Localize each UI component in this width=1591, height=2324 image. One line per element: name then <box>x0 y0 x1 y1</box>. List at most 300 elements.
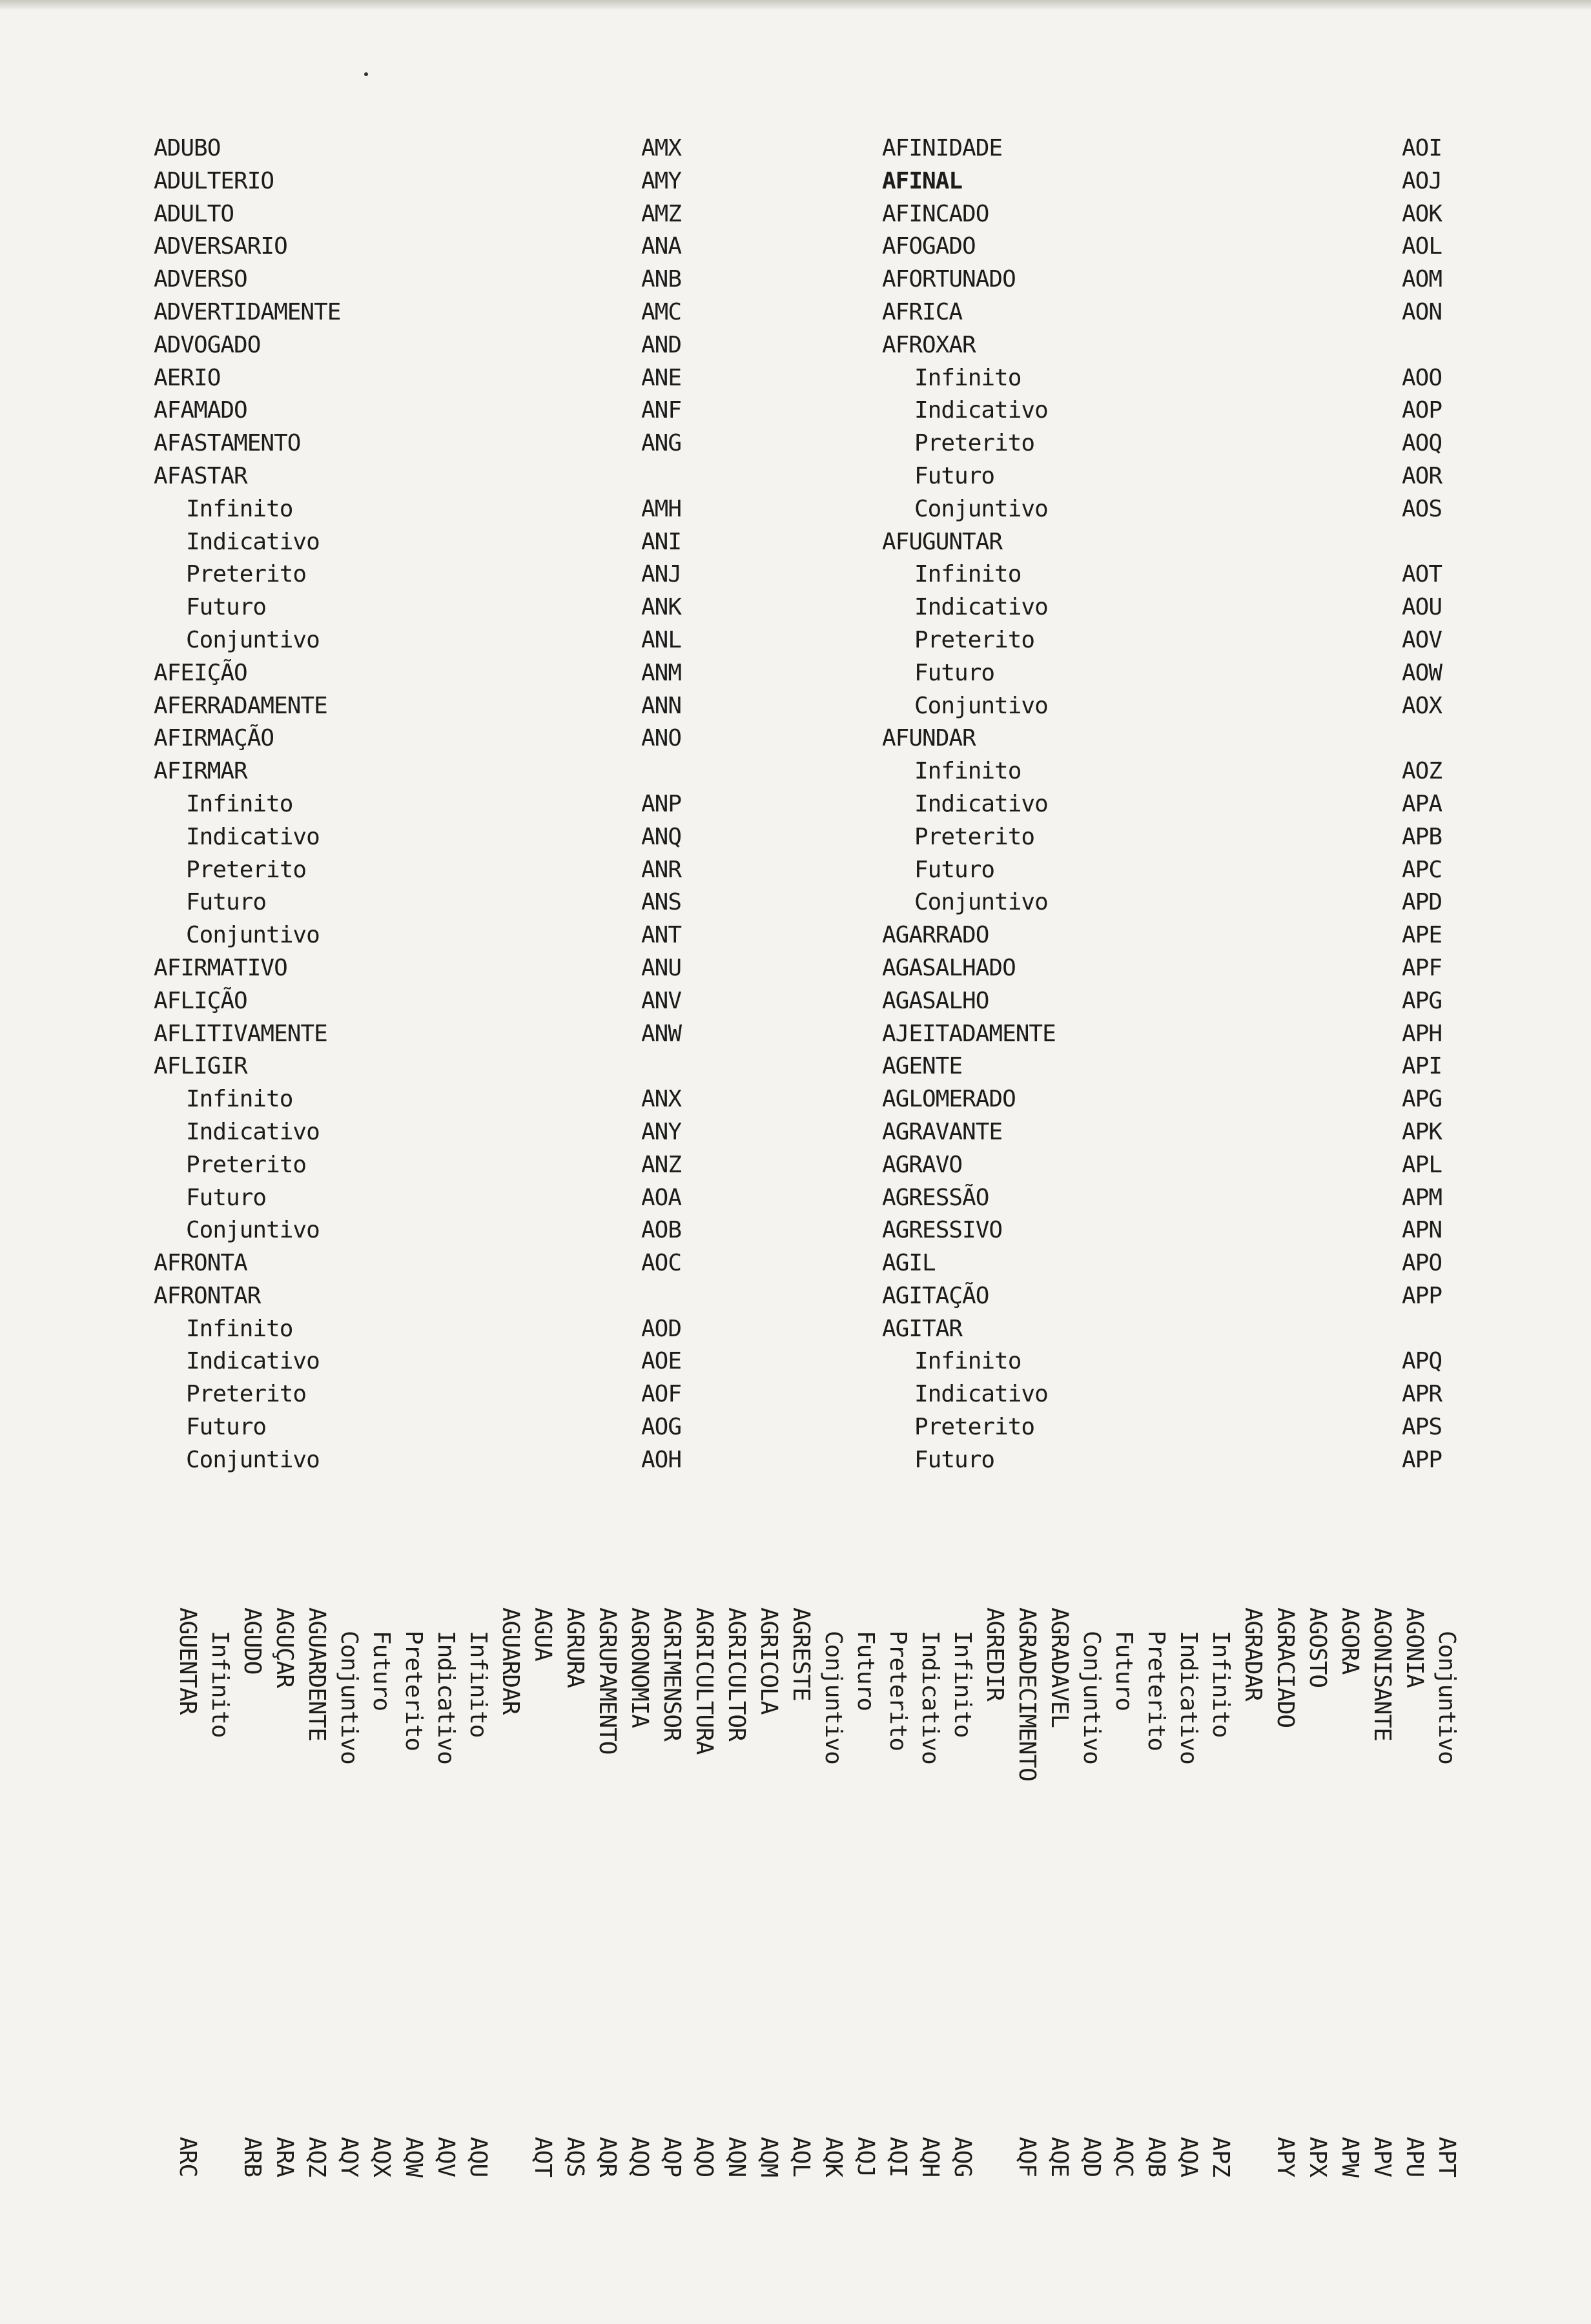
rotated-list-item <box>659 1607 691 2221</box>
list-item <box>154 526 709 559</box>
entry-code: ARC <box>174 2137 201 2177</box>
entry-code: AOQ <box>1402 430 1442 457</box>
entry-term: AERIO <box>154 364 221 391</box>
entry-term: AGENTE <box>882 1053 963 1080</box>
entry-term: Futuro <box>1111 1631 1137 1711</box>
entry-term: Conjuntivo <box>336 1631 362 1764</box>
entry-code: AOG <box>641 1414 682 1441</box>
list-item <box>154 952 709 985</box>
list-item <box>882 1378 1463 1411</box>
entry-term: Infinito <box>186 495 293 522</box>
list-item <box>154 362 709 395</box>
list-item <box>882 427 1463 460</box>
entry-term: Futuro <box>186 1184 267 1211</box>
entry-code: APC <box>1402 856 1442 883</box>
entry-term: AGRADAVEL <box>1046 1607 1073 1728</box>
entry-term: Infinito <box>914 364 1021 391</box>
list-item <box>154 755 709 788</box>
scanned-page-top-edge <box>0 0 1591 10</box>
rotated-list-item <box>626 1607 659 2221</box>
entry-code: ANW <box>641 1020 682 1047</box>
entry-code: APY <box>1272 2137 1298 2177</box>
entry-code: APP <box>1402 1282 1442 1309</box>
entry-term: AGRICULTOR <box>723 1607 750 1741</box>
entry-term: Preterito <box>186 1151 307 1178</box>
entry-code: ARA <box>271 2137 298 2177</box>
entry-term: Futuro <box>914 659 995 686</box>
entry-code: APN <box>1402 1217 1442 1244</box>
entry-term: AGORA <box>1337 1607 1363 1675</box>
list-item <box>154 690 709 723</box>
entry-code: AQB <box>1143 2137 1169 2177</box>
entry-term: Futuro <box>186 889 267 916</box>
entry-code: AQU <box>465 2137 491 2177</box>
entry-term: AGUDO <box>239 1607 265 1675</box>
entry-code: ANQ <box>641 823 682 850</box>
rotated-list-item <box>1337 1607 1369 2221</box>
entry-term: Indicativo <box>914 790 1048 817</box>
entry-term: Futuro <box>186 1414 267 1441</box>
rotated-list-item <box>1272 1607 1304 2221</box>
list-item <box>882 657 1463 690</box>
rotated-list-item <box>368 1607 400 2221</box>
list-item <box>154 1018 709 1051</box>
rotated-list-item <box>303 1607 336 2221</box>
list-item <box>882 1083 1463 1116</box>
entry-term: Infinito <box>186 1086 293 1113</box>
rotated-list-item <box>1207 1607 1240 2221</box>
list-item <box>882 690 1463 723</box>
entry-code: AQG <box>949 2137 976 2177</box>
entry-term: AGRAVO <box>882 1151 963 1178</box>
entry-term: AGRIMENSOR <box>659 1607 685 1741</box>
entry-term: AFIRMAR <box>154 758 247 785</box>
entry-term: Futuro <box>852 1631 879 1711</box>
rotated-list-item <box>981 1607 1014 2221</box>
list-item <box>154 985 709 1018</box>
entry-code: API <box>1402 1053 1442 1080</box>
entry-code: AQX <box>368 2137 395 2177</box>
entry-term: ADVERSO <box>154 266 247 293</box>
entry-code: ANZ <box>641 1151 682 1178</box>
entry-term: Preterito <box>400 1631 427 1751</box>
list-item <box>154 919 709 952</box>
rotated-list-item <box>755 1607 788 2221</box>
list-item <box>154 1083 709 1116</box>
list-item <box>882 788 1463 821</box>
entry-code: APP <box>1402 1446 1442 1473</box>
rotated-list-item <box>594 1607 626 2221</box>
rotated-list-item <box>820 1607 852 2221</box>
entry-code: AMY <box>641 167 682 194</box>
list-item <box>154 427 709 460</box>
entry-code: AQF <box>1014 2137 1040 2177</box>
entry-code: ANO <box>641 725 682 752</box>
entry-term: Preterito <box>914 430 1035 457</box>
entry-term: AFLIÇÃO <box>154 987 247 1014</box>
entry-code: APF <box>1402 954 1442 981</box>
entry-code: ANV <box>641 987 682 1014</box>
entry-code: AOR <box>1402 462 1442 489</box>
list-item <box>882 624 1463 657</box>
entry-code: AQK <box>820 2137 847 2177</box>
entry-term: Preterito <box>914 1414 1035 1441</box>
rotated-list-item <box>1143 1607 1175 2221</box>
entry-code: AOS <box>1402 495 1442 522</box>
entry-code: AOU <box>1402 594 1442 621</box>
entry-term: AGONIA <box>1401 1607 1428 1688</box>
list-item <box>882 591 1463 624</box>
entry-code: AQQ <box>626 2137 653 2177</box>
entry-code: ANU <box>641 954 682 981</box>
list-item <box>882 821 1463 854</box>
entry-code: ANB <box>641 266 682 293</box>
entry-term: ADUBO <box>154 135 221 161</box>
entry-term: AGRADECIMENTO <box>1014 1607 1040 1781</box>
entry-term: AFROXAR <box>882 331 976 358</box>
entry-term: AGUENTAR <box>174 1607 201 1715</box>
rotated-list-item <box>465 1607 497 2221</box>
list-item <box>882 1444 1463 1477</box>
rotated-bottom-section <box>174 1607 1498 2221</box>
entry-term: AFEIÇÃO <box>154 659 247 686</box>
list-item <box>882 198 1463 231</box>
rotated-list-item <box>1304 1607 1337 2221</box>
entry-code: AQJ <box>852 2137 879 2177</box>
list-item <box>882 1182 1463 1215</box>
list-item <box>882 526 1463 559</box>
list-item <box>154 657 709 690</box>
entry-term: AGASALHO <box>882 987 989 1014</box>
list-item <box>154 1247 709 1280</box>
entry-code: APQ <box>1402 1348 1442 1375</box>
entry-code: AMX <box>641 135 682 161</box>
rotated-list-item <box>691 1607 723 2221</box>
list-item <box>882 1149 1463 1182</box>
entry-term: AFASTAMENTO <box>154 430 301 457</box>
entry-term: Indicativo <box>186 823 320 850</box>
entry-term: Indicativo <box>186 1118 320 1145</box>
entry-code: ANA <box>641 233 682 260</box>
entry-term: ADVOGADO <box>154 331 261 358</box>
entry-term: AFORTUNADO <box>882 266 1016 293</box>
rotated-list-item <box>1111 1607 1143 2221</box>
rotated-list-item <box>723 1607 755 2221</box>
entry-code: AOH <box>641 1446 682 1473</box>
entry-code: AOE <box>641 1348 682 1375</box>
rotated-list-item <box>1078 1607 1111 2221</box>
entry-term: AGRACIADO <box>1272 1607 1298 1728</box>
entry-term: AGONISANTE <box>1369 1607 1395 1741</box>
list-item <box>882 329 1463 362</box>
entry-term: AFINAL <box>882 167 963 194</box>
list-item <box>154 296 709 329</box>
list-item <box>154 263 709 296</box>
entry-term: Infinito <box>914 561 1021 588</box>
entry-term: Preterito <box>186 856 307 883</box>
list-item <box>882 1411 1463 1444</box>
entry-term: AFINCADO <box>882 200 989 227</box>
entry-code: APX <box>1304 2137 1331 2177</box>
entry-term: Conjuntivo <box>914 889 1048 916</box>
list-item <box>154 460 709 493</box>
entry-term: AFLIGIR <box>154 1053 247 1080</box>
entry-code: ANG <box>641 430 682 457</box>
list-item <box>882 919 1463 952</box>
rotated-list-item <box>529 1607 562 2221</box>
entry-code: AQC <box>1111 2137 1137 2177</box>
list-item <box>154 821 709 854</box>
entry-term: ADVERTIDAMENTE <box>154 298 341 325</box>
list-item <box>882 1018 1463 1051</box>
entry-term: Infinito <box>949 1631 976 1738</box>
entry-code: ANI <box>641 528 682 555</box>
entry-code: APO <box>1402 1250 1442 1277</box>
rotated-list-item <box>400 1607 433 2221</box>
list-item <box>882 558 1463 591</box>
entry-code: AOP <box>1402 397 1442 424</box>
entry-term: AGRICULTURA <box>691 1607 717 1755</box>
list-item <box>154 394 709 427</box>
entry-code: AMC <box>641 298 682 325</box>
list-item <box>154 591 709 624</box>
entry-term: AGRESSIVO <box>882 1217 1003 1244</box>
entry-code: ANR <box>641 856 682 883</box>
list-item <box>154 1182 709 1215</box>
entry-term: Futuro <box>368 1631 395 1711</box>
entry-code: AOB <box>641 1217 682 1244</box>
entry-code: ANS <box>641 889 682 916</box>
entry-term: Conjuntivo <box>186 626 320 653</box>
entry-term: AFAMADO <box>154 397 247 424</box>
entry-code: APD <box>1402 889 1442 916</box>
entry-code: AQN <box>723 2137 750 2177</box>
entry-code: AOC <box>641 1250 682 1277</box>
list-item <box>154 788 709 821</box>
entry-code: APB <box>1402 823 1442 850</box>
entry-code: ANY <box>641 1118 682 1145</box>
entry-term: Preterito <box>885 1631 911 1751</box>
rotated-list-item <box>562 1607 594 2221</box>
list-item <box>882 886 1463 919</box>
entry-term: Indicativo <box>914 1381 1048 1408</box>
list-item <box>882 722 1463 755</box>
entry-code: AOX <box>1402 692 1442 719</box>
entry-term: AGUARDAR <box>497 1607 524 1715</box>
entry-term: Preterito <box>186 561 307 588</box>
list-item <box>154 329 709 362</box>
entry-code: ANM <box>641 659 682 686</box>
rotated-list-item <box>1401 1607 1433 2221</box>
list-item <box>882 854 1463 887</box>
entry-code: AQD <box>1078 2137 1105 2177</box>
entry-code: ANE <box>641 364 682 391</box>
entry-term: AJEITADAMENTE <box>882 1020 1056 1047</box>
entry-code: APA <box>1402 790 1442 817</box>
entry-term: Infinito <box>186 1315 293 1342</box>
list-item <box>882 1345 1463 1378</box>
entry-code: AQV <box>433 2137 459 2177</box>
entry-code: AOO <box>1402 364 1442 391</box>
entry-code: ANF <box>641 397 682 424</box>
list-item <box>154 1214 709 1247</box>
list-item <box>154 624 709 657</box>
entry-term: AGRESTE <box>788 1607 814 1701</box>
list-item <box>882 165 1463 198</box>
rotated-list-item <box>497 1607 529 2221</box>
entry-code: ANL <box>641 626 682 653</box>
list-item <box>882 460 1463 493</box>
entry-term: ADULTERIO <box>154 167 274 194</box>
list-item <box>882 1214 1463 1247</box>
entry-code: APG <box>1402 1086 1442 1113</box>
entry-term: Infinito <box>914 1348 1021 1375</box>
entry-term: Preterito <box>914 626 1035 653</box>
rotated-list-item <box>1240 1607 1272 2221</box>
entry-code: AOZ <box>1402 758 1442 785</box>
list-item <box>154 722 709 755</box>
entry-term: Indicativo <box>914 397 1048 424</box>
list-item <box>154 1149 709 1182</box>
entry-code: APE <box>1402 922 1442 949</box>
rotated-list-item <box>949 1607 981 2221</box>
entry-term: Conjuntivo <box>186 922 320 949</box>
entry-term: Indicativo <box>186 528 320 555</box>
entry-code: AOV <box>1402 626 1442 653</box>
entry-term: AGASALHADO <box>882 954 1016 981</box>
entry-code: APM <box>1402 1184 1442 1211</box>
list-item <box>154 854 709 887</box>
rotated-list-item <box>917 1607 949 2221</box>
ink-speck <box>364 72 368 76</box>
entry-code: AOL <box>1402 233 1442 260</box>
entry-term: Preterito <box>186 1381 307 1408</box>
list-item <box>882 362 1463 395</box>
list-item <box>154 1313 709 1346</box>
entry-term: AFRONTAR <box>154 1282 261 1309</box>
list-item <box>154 493 709 526</box>
entry-code: AQE <box>1046 2137 1073 2177</box>
entry-code: APR <box>1402 1381 1442 1408</box>
entry-code: AQT <box>529 2137 556 2177</box>
list-item <box>882 394 1463 427</box>
list-item <box>882 755 1463 788</box>
entry-term: AFUNDAR <box>882 725 976 752</box>
entry-code: AQI <box>885 2137 911 2177</box>
entry-term: AGRICOLA <box>755 1607 782 1715</box>
list-item <box>882 1280 1463 1313</box>
entry-term: AGARRADO <box>882 922 989 949</box>
entry-code: ANN <box>641 692 682 719</box>
entry-term: Conjuntivo <box>186 1217 320 1244</box>
entry-code: ANK <box>641 594 682 621</box>
entry-code: AQZ <box>303 2137 330 2177</box>
entry-code: AOI <box>1402 135 1442 161</box>
rotated-list-item <box>1369 1607 1401 2221</box>
list-item <box>154 1116 709 1149</box>
rotated-list-item <box>433 1607 465 2221</box>
entry-term: Futuro <box>186 594 267 621</box>
entry-term: ADULTO <box>154 200 234 227</box>
entry-code: AQH <box>917 2137 943 2177</box>
entry-code: AOT <box>1402 561 1442 588</box>
entry-term: ADVERSARIO <box>154 233 287 260</box>
list-item <box>882 296 1463 329</box>
entry-code: APK <box>1402 1118 1442 1145</box>
entry-code: AQS <box>562 2137 588 2177</box>
entry-term: AGUÇAR <box>271 1607 298 1688</box>
list-item <box>882 1116 1463 1149</box>
list-item <box>154 198 709 231</box>
list-item <box>154 1378 709 1411</box>
entry-term: AFIRMAÇÃO <box>154 725 274 752</box>
entry-code: AOM <box>1402 266 1442 293</box>
entry-code: ARB <box>239 2137 265 2177</box>
entry-term: Conjuntivo <box>914 692 1048 719</box>
entry-code: AND <box>641 331 682 358</box>
entry-term: AGRESSÃO <box>882 1184 989 1211</box>
entry-term: Conjuntivo <box>1078 1631 1105 1764</box>
entry-term: AFERRADAMENTE <box>154 692 327 719</box>
entry-term: AGLOMERADO <box>882 1086 1016 1113</box>
entry-code: AOD <box>641 1315 682 1342</box>
entry-term: Infinito <box>914 758 1021 785</box>
rotated-list-item <box>1433 1607 1466 2221</box>
entry-term: AGITAR <box>882 1315 963 1342</box>
rotated-list-item <box>1014 1607 1046 2221</box>
list-item <box>154 1444 709 1477</box>
list-item <box>882 230 1463 263</box>
entry-term: Infinito <box>207 1631 233 1738</box>
entry-term: Infinito <box>186 790 293 817</box>
list-item <box>882 1247 1463 1280</box>
entry-code: APL <box>1402 1151 1442 1178</box>
entry-code: AQL <box>788 2137 814 2177</box>
list-item <box>882 132 1463 165</box>
list-item <box>882 1050 1463 1083</box>
entry-term: Indicativo <box>433 1631 459 1764</box>
rotated-list-item <box>852 1607 885 2221</box>
list-item <box>882 952 1463 985</box>
entry-code: APU <box>1401 2137 1428 2177</box>
rotated-list-item <box>1046 1607 1078 2221</box>
entry-code: APV <box>1369 2137 1395 2177</box>
entry-term: AGRURA <box>562 1607 588 1688</box>
entry-code: AMH <box>641 495 682 522</box>
entry-code: AQM <box>755 2137 782 2177</box>
rotated-list-item <box>207 1607 239 2221</box>
rotated-list-item <box>271 1607 303 2221</box>
entry-term: Futuro <box>914 1446 995 1473</box>
entry-term: AGRONOMIA <box>626 1607 653 1728</box>
entry-code: APS <box>1402 1414 1442 1441</box>
rotated-list-item <box>336 1607 368 2221</box>
entry-code: AQA <box>1175 2137 1202 2177</box>
entry-term: AGREDIR <box>981 1607 1008 1701</box>
entry-code: AOK <box>1402 200 1442 227</box>
right-column <box>882 132 1463 1477</box>
entry-code: AQP <box>659 2137 685 2177</box>
list-item <box>154 1411 709 1444</box>
list-item <box>154 1050 709 1083</box>
entry-code: APT <box>1433 2137 1460 2177</box>
entry-code: AQW <box>400 2137 427 2177</box>
entry-term: Indicativo <box>917 1631 943 1764</box>
rotated-list-item <box>239 1607 271 2221</box>
list-item <box>154 230 709 263</box>
entry-term: AGRAVANTE <box>882 1118 1003 1145</box>
list-item <box>154 165 709 198</box>
